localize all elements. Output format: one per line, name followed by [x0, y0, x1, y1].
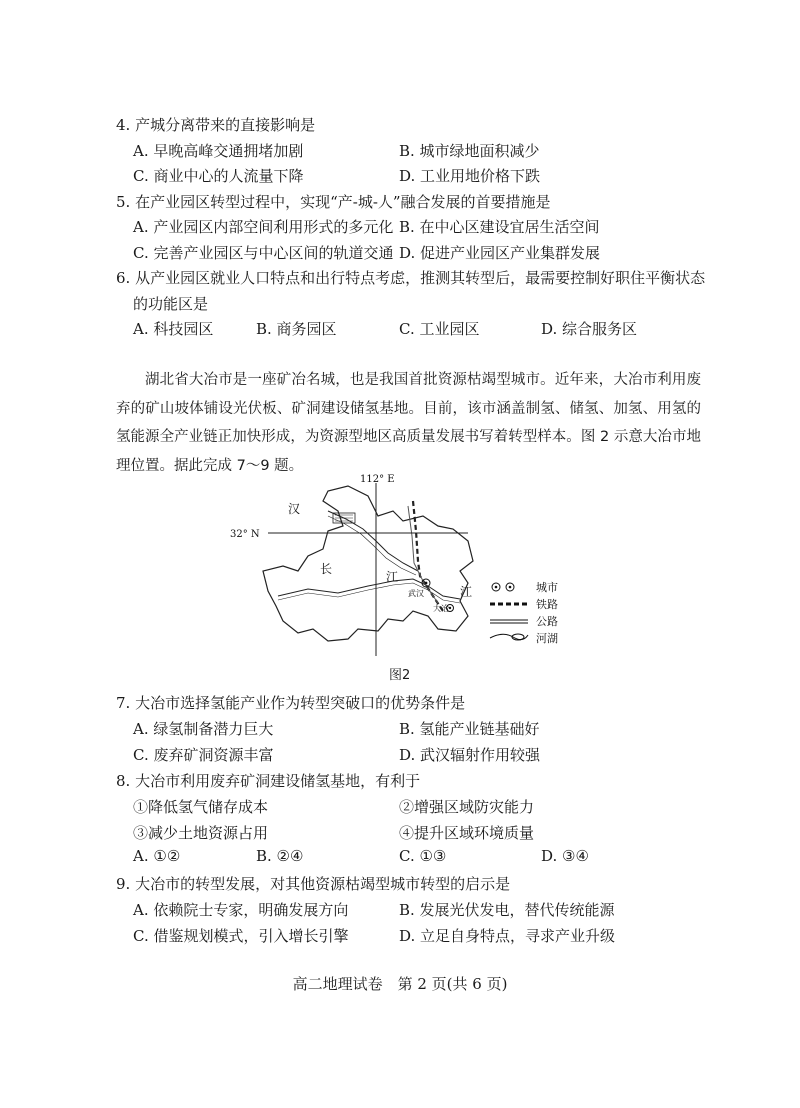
legend-river-lake: 河湖 [536, 632, 558, 645]
q6-option-a: A. 科技园区 [133, 320, 214, 338]
reading-passage: 湖北省大冶市是一座矿冶名城，也是我国首批资源枯竭型城市。近年来，大冶市利用废弃的矿山坡体铺设光伏板、矿洞建设储氢基地。目前，该市涵盖制氢、储氢、加氢、用氢的氢能源全产业链正加快形成，为资源型地区高质量发展书写着转型样本。图 2 示意大冶市地理位置。据此完成 7～9 题。 [116, 372, 701, 474]
q8-item-1: ①降低氢气储存成本 [133, 798, 269, 816]
q8-option-d: D. ③④ [541, 847, 589, 865]
q7-option-d: D. 武汉辐射作用较强 [399, 746, 541, 764]
q8-item-4: ④提升区域环境质量 [399, 824, 535, 842]
question-8-stem: 8. 大冶市利用废弃矿洞建设储氢基地，有利于 [116, 772, 421, 790]
question-4-stem: 4. 产城分离带来的直接影响是 [116, 116, 316, 134]
q8-option-b: B. ②④ [256, 847, 304, 865]
label-han: 汉 [288, 502, 301, 516]
label-jiang-1: 江 [386, 570, 399, 584]
dayé-location-map [228, 471, 568, 661]
q5-option-c: C. 完善产业园区与中心区间的轨道交通 [133, 244, 394, 262]
q8-item-3: ③减少土地资源占用 [133, 824, 269, 842]
city-daye-dot [449, 607, 451, 609]
q6-option-b: B. 商务园区 [256, 320, 337, 338]
lake-hatch-lines [335, 515, 353, 521]
q6-option-d: D. 综合服务区 [541, 320, 638, 338]
question-5-stem: 5. 在产业园区转型过程中，实现“产-城-人”融合发展的首要措施是 [116, 193, 551, 211]
q8-item-2: ②增强区域防灾能力 [399, 798, 535, 816]
q7-option-c: C. 废弃矿洞资源丰富 [133, 746, 274, 764]
q4-option-a: A. 早晚高峰交通拥堵加剧 [133, 142, 304, 160]
q8-option-c: C. ①③ [399, 847, 447, 865]
q7-option-a: A. 绿氢制备潜力巨大 [133, 720, 274, 738]
q8-option-a: A. ①② [133, 847, 181, 865]
lon-label: 112° E [360, 474, 395, 485]
q5-option-b: B. 在中心区建设宜居生活空间 [399, 218, 600, 236]
q7-option-b: B. 氢能产业链基础好 [399, 720, 540, 738]
q5-option-a: A. 产业园区内部空间利用形式的多元化 [133, 218, 394, 236]
q9-option-b: B. 发展光伏发电，替代传统能源 [399, 901, 615, 919]
river-hanjiang-bank [328, 516, 416, 575]
figure-caption: 图2 [389, 668, 411, 683]
legend-road: 公路 [536, 615, 558, 628]
label-jiang-2: 江 [460, 585, 473, 599]
q4-option-c: C. 商业中心的人流量下降 [133, 167, 304, 185]
city-wuhan-dot [425, 582, 428, 585]
q4-option-b: B. 城市绿地面积减少 [399, 142, 540, 160]
question-9-stem: 9. 大冶市的转型发展，对其他资源枯竭型城市转型的启示是 [116, 875, 511, 893]
question-6-stem-line-2: 的功能区是 [133, 295, 209, 313]
label-daye: 大冶 [433, 604, 449, 613]
label-wuhan: 武汉 [408, 589, 424, 598]
q9-option-c: C. 借鉴规划模式，引入增长引擎 [133, 927, 349, 945]
page-footer: 高二地理试卷 第 2 页(共 6 页) [292, 975, 508, 993]
q9-option-a: A. 依赖院士专家，明确发展方向 [133, 901, 349, 919]
q5-option-d: D. 促进产业园区产业集群发展 [399, 244, 601, 262]
question-7-stem: 7. 大冶市选择氢能产业作为转型突破口的优势条件是 [116, 694, 466, 712]
legend-railway: 铁路 [536, 598, 558, 611]
label-chang: 长 [320, 562, 333, 576]
lat-label: 32° N [230, 529, 260, 540]
q9-option-d: D. 立足自身特点，寻求产业升级 [399, 927, 616, 945]
question-6-stem-line-1: 6. 从产业园区就业人口特点和出行特点考虑，推测其转型后，最需要控制好职住平衡状态 [116, 269, 706, 287]
q4-option-d: D. 工业用地价格下跌 [399, 167, 541, 185]
q6-option-c: C. 工业园区 [399, 320, 480, 338]
legend-city: 城市 [536, 581, 558, 594]
